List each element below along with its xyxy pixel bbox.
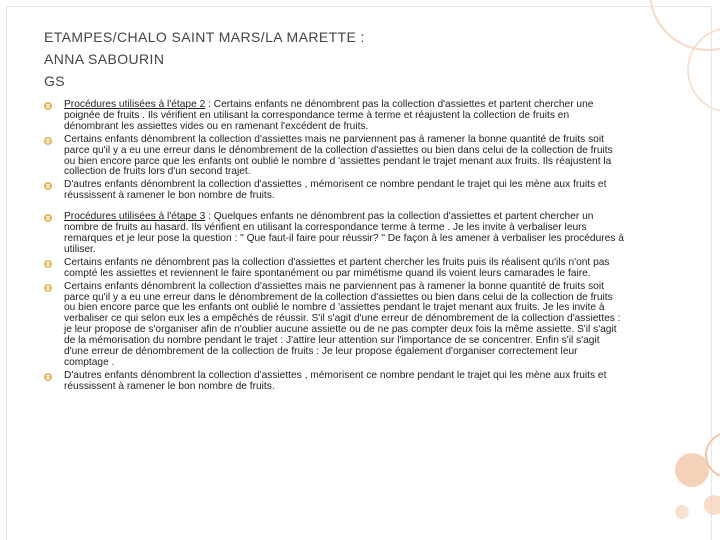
title-line-1: ETAMPES/CHALO SAINT MARS/LA MARETTE : [44, 29, 365, 45]
bullet-text: Certains enfants ne dénombrent pas la collection d'assiettes et partent chercher les fruits puis ils réalisent qu'ils n'ont pas compté les assiettes et reviennent le faire spontanément ou par mimétisme quand ils voient leurs camarades le faire. [64, 256, 610, 279]
bullet-item [44, 135, 624, 179]
bullet-item [44, 180, 624, 202]
bullet-text: D'autres enfants dénombrent la collection d'assiettes , mémorisent ce nombre pendant le trajet qui les mène aux fruits et réussissent à ramener le bon nombre de fruits. [64, 179, 607, 202]
bullet-marker-icon [44, 137, 52, 145]
bullet-item [44, 212, 624, 256]
bullet-marker-icon [44, 373, 52, 381]
bullet-marker-icon [44, 260, 52, 268]
bullet-item [44, 282, 624, 369]
title-line-2: ANNA SABOURIN [44, 51, 165, 67]
bullet-marker-icon [44, 102, 52, 110]
bullet-text: Certains enfants dénombrent la collection d'assiettes mais ne parviennent pas à ramener la bonne quantité de fruits soit parce qu'il y a eu une erreur dans le dénombrement de la collection d'assiettes ou bien dans celui de la collection de fruits ou bien encore parce que les enfants ont oublié le nombre d 'assiettes pendant le trajet menant aux fruits. Je les invite à verbaliser ce qui selon eux les a empêchés de réussir. S'il s'agit d'une erreur de dénombrement de la collection d'assiettes : je leur propose de s'organiser afin de n'oublier aucune assiette ou de ne pas compter deux fois la même assiette. S'il s'agit de la mémorisation du nombre pendant le trajet : J'attire leur attention sur l'importance de se concentrer. Enfin s'il s'agit d'une erreur de dénombrement de la collection de fruits : Je leur propose également d'organiser correctement leur comptage . [64, 280, 621, 368]
slide-title [44, 26, 365, 92]
slide-content [44, 100, 624, 395]
title-line-3: GS [44, 73, 66, 89]
bullet-lead: Procédures utilisées à l'étape 2 [64, 99, 206, 110]
bullet-lead: Procédures utilisées à l'étape 3 [64, 211, 206, 223]
bullet-item [44, 100, 624, 133]
bullet-marker-icon [44, 214, 52, 222]
bullet-text: D'autres enfants dénombrent la collection d'assiettes , mémorisent ce nombre pendant le trajet qui les mène aux fruits et réussissent à ramener le bon nombre de fruits. [64, 369, 607, 392]
bullet-item [44, 371, 624, 393]
bullet-text: : Quelques enfants ne dénombrent pas la collection d'assiettes et partent chercher un nombre de fruits au hasard. Ils vérifient en utilisant la correspondance terme à terme . Je les invite à verbaliser leurs remarques et je leur pose la question : " Que faut-il faire pour réussir? " De façon à les amener à verbaliser les procédures à utiliser. [64, 211, 624, 255]
bullet-text: : Certains enfants ne dénombrent pas la collection d'assiettes et partent chercher une poignée de fruits . Ils vérifient en utilisant la correspondance terme à terme et réajustent la collection de fruits en dénombrant les assiettes vides ou en ramenant l'excédent de fruits. [64, 99, 594, 132]
bullet-marker-icon [44, 182, 52, 190]
bullet-marker-icon [44, 284, 52, 292]
decorative-circles [630, 0, 720, 540]
bullet-text: Certains enfants dénombrent la collection d'assiettes mais ne parviennent pas à ramener la bonne quantité de fruits soit parce qu'il y a eu une erreur dans le dénombrement de la collection d'assiettes ou bien dans celui de la collection de fruits ou bien encore parce que les enfants ont oublié le nombre d 'assiettes pendant le trajet menant aux fruits. Ils réajustent la collection de fruits lors d'un second trajet. [64, 133, 613, 178]
bullet-item [44, 258, 624, 280]
